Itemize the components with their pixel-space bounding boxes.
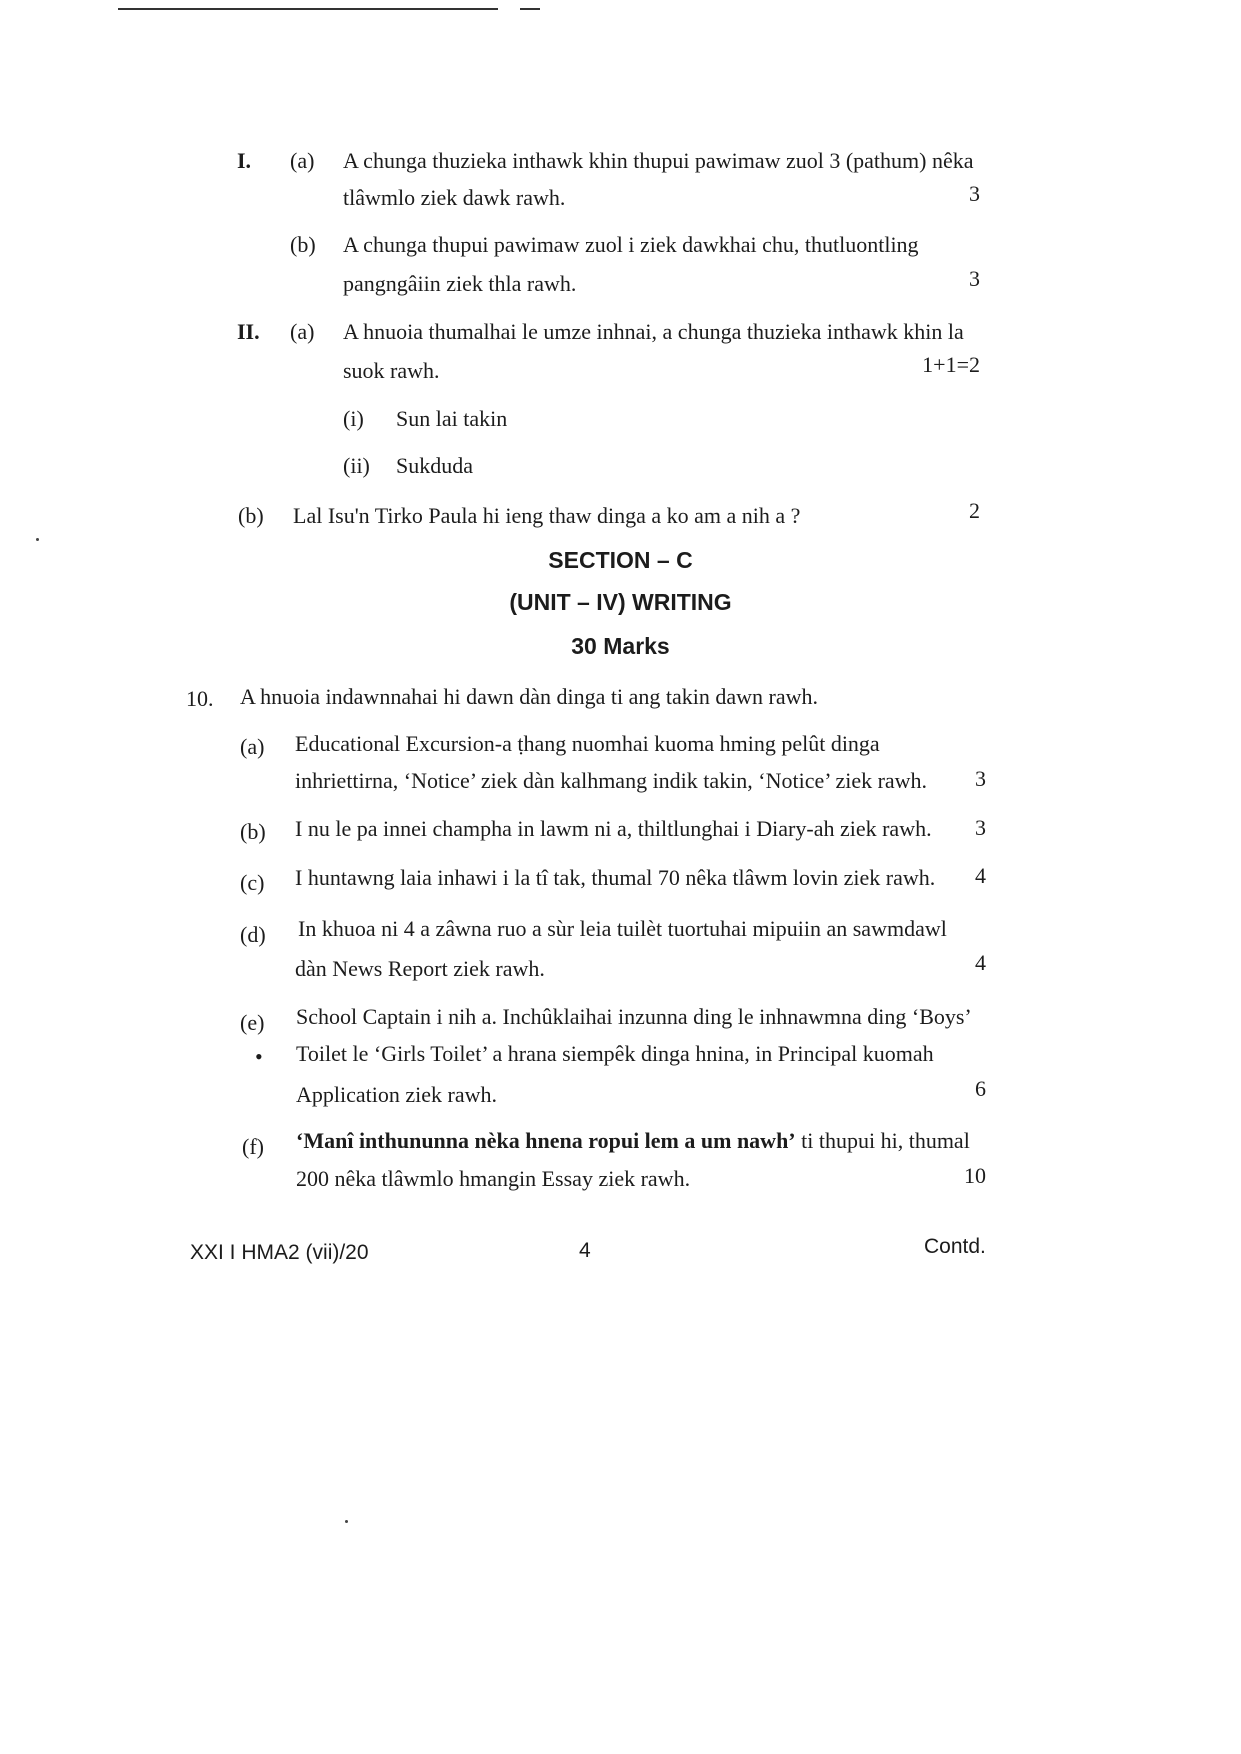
part-I-a-marks: 3: [969, 181, 980, 206]
part-I-a-line1: A chunga thuzieka inthawk khin thupui pawimaw zuol 3 (pathum) nêka: [343, 148, 974, 173]
part-II-a-marks: 1+1=2: [922, 352, 980, 377]
q10-part-d-line2: dàn News Report ziek rawh.: [295, 956, 545, 981]
scan-edge-line: [118, 8, 498, 10]
q10-part-label: (c): [240, 870, 265, 895]
paper-code: XXI I HMA2 (vii)/20: [190, 1241, 369, 1264]
q10-number: 10.: [186, 686, 214, 711]
part-II-a-line1: A hnuoia thumalhai le umze inhnai, a chunga thuzieka inthawk khin la: [343, 319, 964, 344]
part-II-a-label: (a): [290, 319, 315, 344]
q10-part-e-bullet: •: [255, 1044, 263, 1069]
q10-part-label: (f): [242, 1134, 264, 1159]
q10-part-c-marks: 4: [975, 863, 986, 888]
part-II-label: II.: [237, 319, 260, 344]
part-II-b-marks: 2: [969, 498, 980, 523]
q10-part-e-line1: School Captain i nih a. Inchûklaihai inzunna ding le inhnawmna ding ‘Boys’: [296, 1004, 972, 1029]
q10-text: A hnuoia indawnnahai hi dawn dàn dinga ti ang takin dawn rawh.: [240, 684, 818, 709]
q10-part-a-marks: 3: [975, 766, 986, 791]
q10-part-f-line2: 200 nêka tlâwmlo hmangin Essay ziek rawh.: [296, 1166, 691, 1191]
q10-part-a-line2: inhriettirna, ‘Notice’ ziek dàn kalhmang indik takin, ‘Notice’ ziek rawh.: [295, 768, 928, 793]
q10-part-e-line2: Toilet le ‘Girls Toilet’ a hrana siempêk dinga hnina, in Principal kuomah: [296, 1041, 934, 1066]
part-II-b-label: (b): [238, 503, 264, 528]
scan-speck: [36, 538, 39, 541]
q10-part-d-line1: In khuoa ni 4 a zâwna ruo a sùr leia tuilèt tuortuhai mipuiin an sawmdawl: [298, 916, 947, 941]
section-title: SECTION – C: [548, 547, 693, 573]
essay-topic: ‘Manî inthununna nèka hnena ropui lem a um nawh’: [296, 1128, 796, 1153]
part-I-a-line2: tlâwmlo ziek dawk rawh.: [343, 185, 566, 210]
q10-part-e-marks: 6: [975, 1076, 986, 1101]
continued-label: Contd.: [924, 1235, 986, 1258]
part-II-a-item-label: (i): [343, 406, 364, 431]
part-I-a-label: (a): [290, 148, 315, 173]
q10-part-label: (d): [240, 922, 266, 947]
q10-part-c-line1: I huntawng laia inhawi i la tî tak, thumal 70 nêka tlâwm lovin ziek rawh.: [295, 865, 936, 890]
part-II-a-item-text: Sukduda: [396, 453, 473, 478]
q10-part-label: (b): [240, 819, 266, 844]
q10-part-f-marks: 10: [964, 1163, 986, 1188]
q10-part-label: (a): [240, 734, 265, 759]
part-I-b-marks: 3: [969, 266, 980, 291]
part-I-b-label: (b): [290, 232, 316, 257]
part-I-b-line2: pangngâiin ziek thla rawh.: [343, 271, 577, 296]
part-II-a-line2: suok rawh.: [343, 358, 440, 383]
section-unit: (UNIT – IV) WRITING: [509, 589, 732, 615]
part-I-label: I.: [237, 148, 252, 173]
section-marks: 30 Marks: [571, 633, 670, 659]
scan-edge-mark: [520, 8, 540, 10]
page-number: 4: [579, 1239, 591, 1262]
q10-part-a-line1: Educational Excursion-a ṭhang nuomhai kuoma hming pelût dinga: [295, 731, 880, 756]
scan-speck: [345, 1520, 348, 1523]
q10-part-b-marks: 3: [975, 815, 986, 840]
part-I-b-line1: A chunga thupui pawimaw zuol i ziek dawkhai chu, thutluontling: [343, 232, 919, 257]
q10-part-f-line1-rest: ti thupui hi, thumal: [795, 1128, 970, 1153]
q10-part-f-line1: [296, 1130, 970, 1152]
part-II-a-item-text: Sun lai takin: [396, 406, 508, 431]
part-II-b-text: Lal Isu'n Tirko Paula hi ieng thaw dinga a ko am a nih a ?: [293, 503, 801, 528]
part-II-a-item-label: (ii): [343, 453, 370, 478]
q10-part-b-line1: I nu le pa innei champha in lawm ni a, thiltlunghai i Diary-ah ziek rawh.: [295, 816, 932, 841]
q10-part-label: (e): [240, 1010, 265, 1035]
q10-part-e-line3: Application ziek rawh.: [296, 1082, 497, 1107]
q10-part-d-marks: 4: [975, 950, 986, 975]
